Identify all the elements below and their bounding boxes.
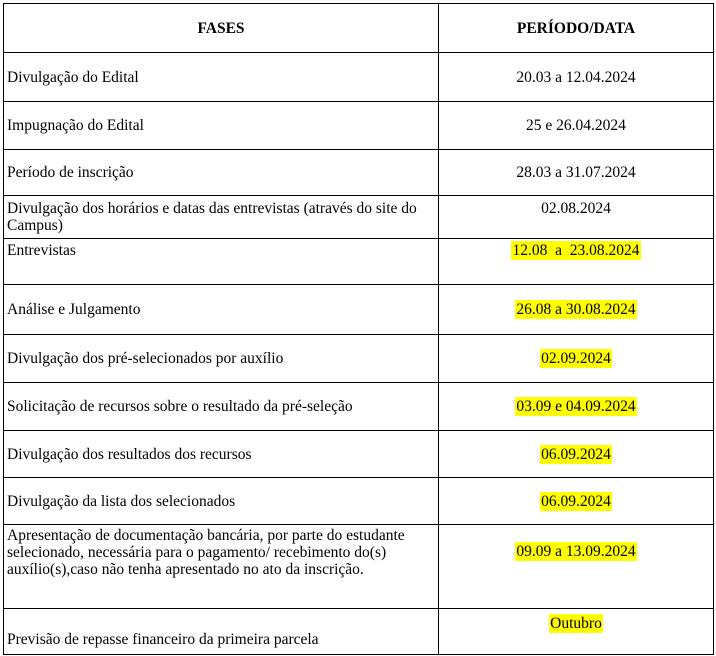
table-row xyxy=(4,196,714,239)
phase-cell: Impugnação do Edital xyxy=(4,102,439,150)
date-value-highlighted: 06.09.2024 xyxy=(541,492,611,510)
phase-cell: Divulgação da lista dos selecionados xyxy=(4,478,439,525)
date-cell xyxy=(439,285,714,335)
phase-cell: Período de inscrição xyxy=(4,150,439,196)
phase-cell: Análise e Julgamento xyxy=(4,285,439,335)
table-row xyxy=(4,383,714,431)
table-row xyxy=(4,150,714,196)
phase-text-line2: selecionado, necessária para o pagamento/ recebimento do(s) auxílio(s),caso não tenha apresentado no ato da inscrição. xyxy=(7,544,387,578)
date-cell xyxy=(439,335,714,383)
date-value: 28.03 a 31.07.2024 xyxy=(516,164,636,181)
date-value-highlighted: 26.08 a 30.08.2024 xyxy=(516,301,636,318)
header-row xyxy=(4,4,714,53)
date-value-highlighted: 02.09.2024 xyxy=(541,350,611,367)
phase-cell: Divulgação dos horários e datas das entrevistas (através do site do Campus) xyxy=(4,196,439,239)
header-phases: FASES xyxy=(4,4,439,53)
phase-cell: Divulgação dos resultados dos recursos xyxy=(4,431,439,478)
date-value-highlighted: Outubro xyxy=(550,615,602,632)
schedule-table xyxy=(3,3,714,655)
table-row xyxy=(4,609,714,655)
table-row xyxy=(4,285,714,335)
date-value: 02.08.2024 xyxy=(541,200,611,217)
date-cell xyxy=(439,196,714,239)
table-row xyxy=(4,335,714,383)
header-period-date: PERÍODO/DATA xyxy=(439,4,714,53)
phase-cell: Entrevistas xyxy=(4,239,439,285)
date-cell xyxy=(439,609,714,655)
date-value-highlighted: 12.08 a 23.08.2024 xyxy=(512,242,640,259)
phase-cell: Solicitação de recursos sobre o resultado da pré-seleção xyxy=(4,383,439,431)
phase-cell: Previsão de repasse financeiro da primeira parcela xyxy=(4,609,439,655)
table-row xyxy=(4,239,714,285)
table-row xyxy=(4,525,714,609)
phase-cell xyxy=(4,525,439,609)
date-value-highlighted: 06.09.2024 xyxy=(541,445,611,463)
date-cell xyxy=(439,102,714,150)
table-row xyxy=(4,431,714,478)
date-cell xyxy=(439,239,714,285)
date-cell xyxy=(439,150,714,196)
date-cell xyxy=(439,383,714,431)
phase-cell: Divulgação dos pré-selecionados por auxílio xyxy=(4,335,439,383)
date-value-highlighted: 09.09 a 13.09.2024 xyxy=(516,543,636,560)
table-row xyxy=(4,102,714,150)
date-value: 20.03 a 12.04.2024 xyxy=(516,68,636,86)
date-cell xyxy=(439,478,714,525)
table-row xyxy=(4,478,714,525)
table-row xyxy=(4,53,714,102)
phase-text-line1: Apresentação de documentação bancária, por parte do estudante xyxy=(7,527,405,544)
date-value-highlighted: 03.09 e 04.09.2024 xyxy=(516,398,636,415)
phase-cell: Divulgação do Edital xyxy=(4,53,439,102)
date-cell xyxy=(439,525,714,609)
date-cell xyxy=(439,431,714,478)
date-value: 25 e 26.04.2024 xyxy=(526,117,626,134)
date-cell xyxy=(439,53,714,102)
